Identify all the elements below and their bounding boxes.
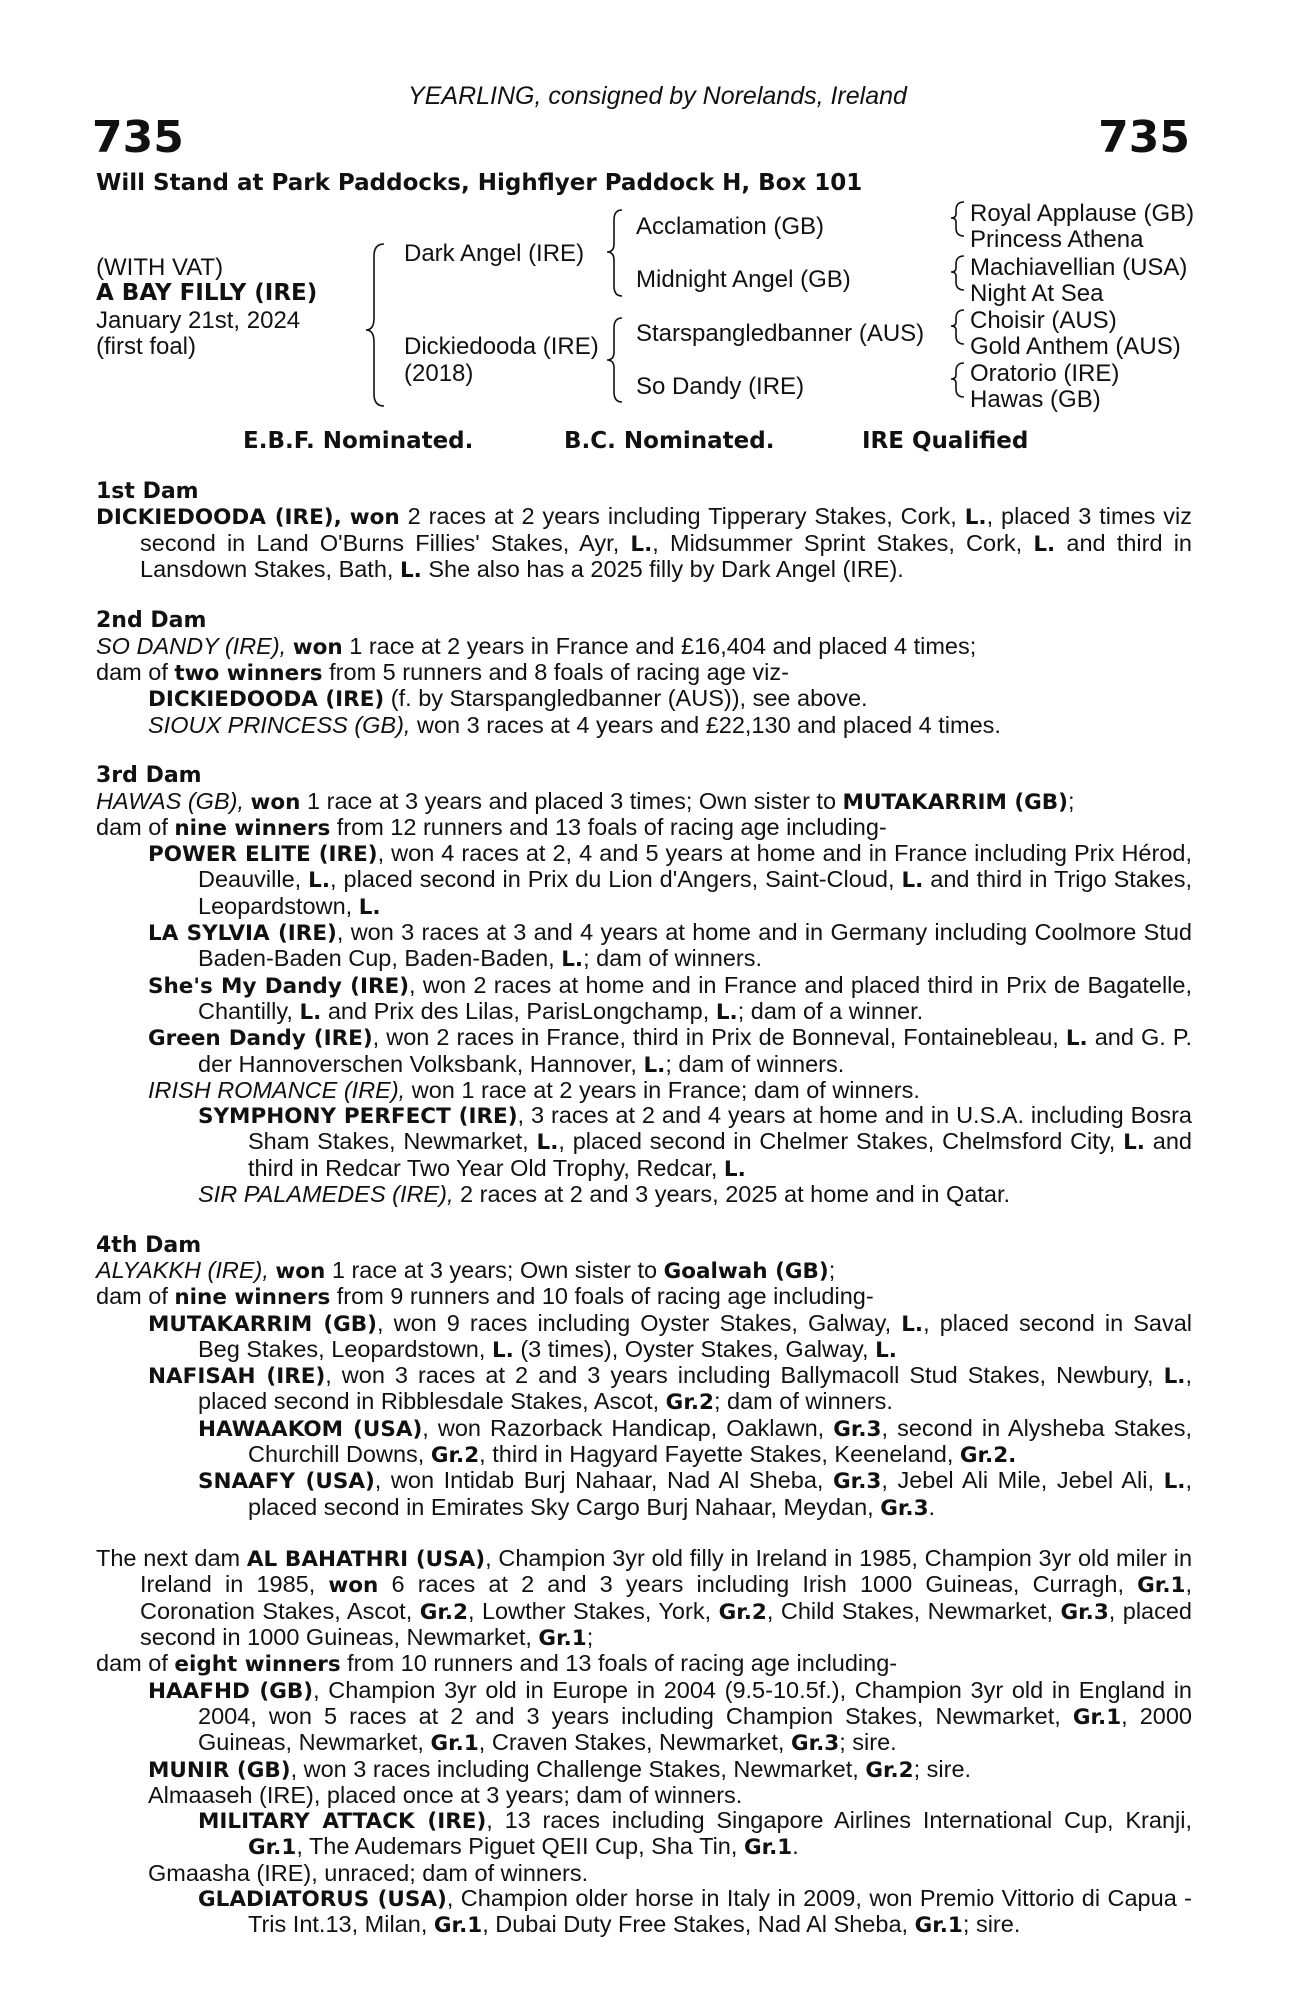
grandproduce-entry: SIR PALAMEDES (IRE), 2 races at 2 and 3 years, 2025 at home and in Qatar.: [198, 1181, 1011, 1208]
second-dam-heading: 2nd Dam: [96, 608, 207, 634]
consignment-line: YEARLING, consigned by Norelands, Ireland: [408, 82, 907, 110]
produce-entry: SIOUX PRINCESS (GB), won 3 races at 4 years and £22,130 and placed 4 times.: [148, 711, 1001, 738]
produce-entry: Almaaseh (IRE), placed once at 3 years; dam of winners.: [148, 1781, 743, 1808]
produce-entry: LA SYLVIA (IRE), won 3 races at 3 and 4 years at home and in Germany including Coolmore Stud Baden-Baden Cup, Baden-Baden, L.; dam of winners.: [148, 919, 1193, 973]
produce-entry: MUNIR (GB), won 3 races including Challenge Stakes, Newmarket, Gr.2; sire.: [148, 1755, 972, 1783]
produce-entry: IRISH ROMANCE (IRE), won 1 race at 2 years in France; dam of winners.: [148, 1076, 920, 1103]
second-dam-produce-summary: dam of two winners from 5 runners and 8 foals of racing age viz-: [96, 659, 789, 687]
vat-note: (WITH VAT): [96, 254, 224, 281]
grandproduce-entry: HAWAAKOM (USA), won Razorback Handicap, Oaklawn, Gr.3, second in Alysheba Stakes, Churchill Downs, Gr.2, third in Hagyard Fayette Stakes, Keeneland, Gr.2.: [198, 1414, 1192, 1468]
granddam-paternal: Midnight Angel (GB): [636, 266, 851, 293]
produce-entry: DICKIEDOODA (IRE) (f. by Starspangledbanner (AUS)), see above.: [148, 685, 868, 713]
family-record: [96, 479, 1192, 1939]
produce-entry: NAFISAH (IRE), won 3 races at 2 and 3 years including Ballymacoll Stud Stakes, Newbury, L., placed second in Ribblesdale Stakes, Ascot, Gr.2; dam of winners.: [148, 1362, 1192, 1416]
bc-nomination: B.C. Nominated.: [564, 428, 775, 454]
ancestor-3: Machiavellian (USA): [970, 254, 1188, 281]
ebf-nomination: E.B.F. Nominated.: [243, 428, 474, 454]
third-dam-produce-summary: dam of nine winners from 12 runners and 13 foals of racing age including-: [96, 813, 887, 841]
grandproduce-entry: MILITARY ATTACK (IRE), 13 races including Singapore Airlines International Cup, Kranji, Gr.1, The Audemars Piguet QEII Cup, Sha Tin, Gr.1.: [198, 1807, 1192, 1861]
produce-entry: HAAFHD (GB), Champion 3yr old in Europe in 2004 (9.5-10.5f.), Champion 3yr old in England in 2004, won 5 races at 2 and 3 years including Champion Stakes, Newmarket, Gr.1, 2000 Guineas, Newmarket, Gr.1, Craven Stakes, Newmarket, Gr.3; sire.: [148, 1676, 1192, 1757]
third-dam-entry: HAWAS (GB), won 1 race at 3 years and placed 3 times; Own sister to MUTAKARRIM (GB);: [96, 787, 1075, 815]
grandproduce-entry: SNAAFY (USA), won Intidab Burj Nahaar, Nad Al Sheba, Gr.3, Jebel Ali Mile, Jebel Ali, L., placed second in Emirates Sky Cargo Burj Nahaar, Meydan, Gr.3.: [198, 1467, 1192, 1521]
produce-entry: She's My Dandy (IRE), won 2 races at home and in France and placed third in Prix de Bagatelle, Chantilly, L. and Prix des Lilas, ParisLongchamp, L.; dam of a winner.: [148, 971, 1192, 1025]
first-dam-entry: DICKIEDOODA (IRE), won 2 races at 2 years including Tipperary Stakes, Cork, L., placed 3 times viz second in Land O'Burns Fillies' Stakes, Ayr, L., Midsummer Sprint Stakes, Cork, L. and third in Lansdown Stakes, Bath, L. She also has a 2025 filly by Dark Angel (IRE).: [96, 503, 1192, 583]
next-dam-produce-summary: dam of eight winners from 10 runners and 13 foals of racing age including-: [96, 1650, 898, 1678]
fourth-dam-entry: ALYAKKH (IRE), won 1 race at 3 years; Own sister to Goalwah (GB);: [96, 1256, 836, 1284]
produce-entry: POWER ELITE (IRE), won 4 races at 2, 4 and 5 years at home and in France including Prix Hérod, Deauville, L., placed second in Prix du Lion d'Angers, Saint-Cloud, L. and third in Trigo Stakes, Leopardstown, L.: [148, 840, 1192, 920]
dam-name: Dickiedooda (IRE): [404, 333, 599, 360]
ancestor-1: Royal Applause (GB): [970, 200, 1195, 227]
foaled-date: January 21st, 2024: [96, 307, 301, 334]
ancestor-2: Princess Athena: [970, 226, 1144, 253]
lot-number-right: 735: [1098, 112, 1190, 163]
produce-entry: Gmaasha (IRE), unraced; dam of winners.: [148, 1859, 589, 1886]
ancestor-5: Choisir (AUS): [970, 307, 1117, 334]
first-dam-heading: 1st Dam: [96, 479, 199, 504]
ancestor-7: Oratorio (IRE): [970, 360, 1120, 387]
ire-qualification: IRE Qualified: [862, 428, 1029, 454]
grandsire-maternal: Starspangledbanner (AUS): [636, 320, 925, 347]
ancestor-8: Hawas (GB): [970, 386, 1101, 413]
dam-year: (2018): [404, 360, 474, 387]
fourth-dam-heading: 4th Dam: [96, 1232, 202, 1258]
grandproduce-entry: GLADIATORUS (USA), Champion older horse in Italy in 2009, won Premio Vittorio di Capua - Tris Int.13, Milan, Gr.1, Dubai Duty Free Stakes, Nad Al Sheba, Gr.1; sire.: [198, 1885, 1192, 1939]
second-dam-entry: SO DANDY (IRE), won 1 race at 2 years in France and £16,404 and placed 4 times;: [96, 632, 977, 660]
ancestor-4: Night At Sea: [970, 280, 1104, 307]
sire-name: Dark Angel (IRE): [404, 240, 585, 267]
granddam-maternal: So Dandy (IRE): [636, 373, 805, 400]
grandproduce-entry: SYMPHONY PERFECT (IRE), 3 races at 2 and 4 years at home and in U.S.A. including Bosra Sham Stakes, Newmarket, L., placed second in Chelmer Stakes, Chelmsford City, L. and third in Redcar Two Year Old Trophy, Redcar, L.: [198, 1102, 1192, 1182]
lot-name: A BAY FILLY (IRE): [96, 280, 318, 306]
foal-note: (first foal): [96, 333, 197, 360]
grandsire-paternal: Acclamation (GB): [636, 213, 825, 240]
third-dam-heading: 3rd Dam: [96, 763, 202, 789]
lot-number-left: 735: [92, 112, 184, 163]
produce-entry: Green Dandy (IRE), won 2 races in France, third in Prix de Bonneval, Fontainebleau, L. and G. P. der Hannoverschen Volksbank, Hannover, L.; dam of winners.: [148, 1024, 1192, 1078]
stand-location: Will Stand at Park Paddocks, Highflyer Paddock H, Box 101: [96, 170, 863, 196]
fourth-dam-produce-summary: dam of nine winners from 9 runners and 10 foals of racing age including-: [96, 1283, 874, 1311]
next-dam-entry: The next dam AL BAHATHRI (USA), Champion 3yr old filly in Ireland in 1985, Champion 3yr old miler in Ireland in 1985, won 6 races at 2 and 3 years including Irish 1000 Guineas, Curragh, Gr.1, Coronation Stakes, Ascot, Gr.2, Lowther Stakes, York, Gr.2, Child Stakes, Newmarket, Gr.3, placed second in 1000 Guineas, Newmarket, Gr.1;: [96, 1545, 1193, 1652]
ancestor-6: Gold Anthem (AUS): [970, 333, 1181, 360]
produce-entry: MUTAKARRIM (GB), won 9 races including Oyster Stakes, Galway, L., placed second in Saval Beg Stakes, Leopardstown, L. (3 times), Oyster Stakes, Galway, L.: [148, 1309, 1193, 1363]
